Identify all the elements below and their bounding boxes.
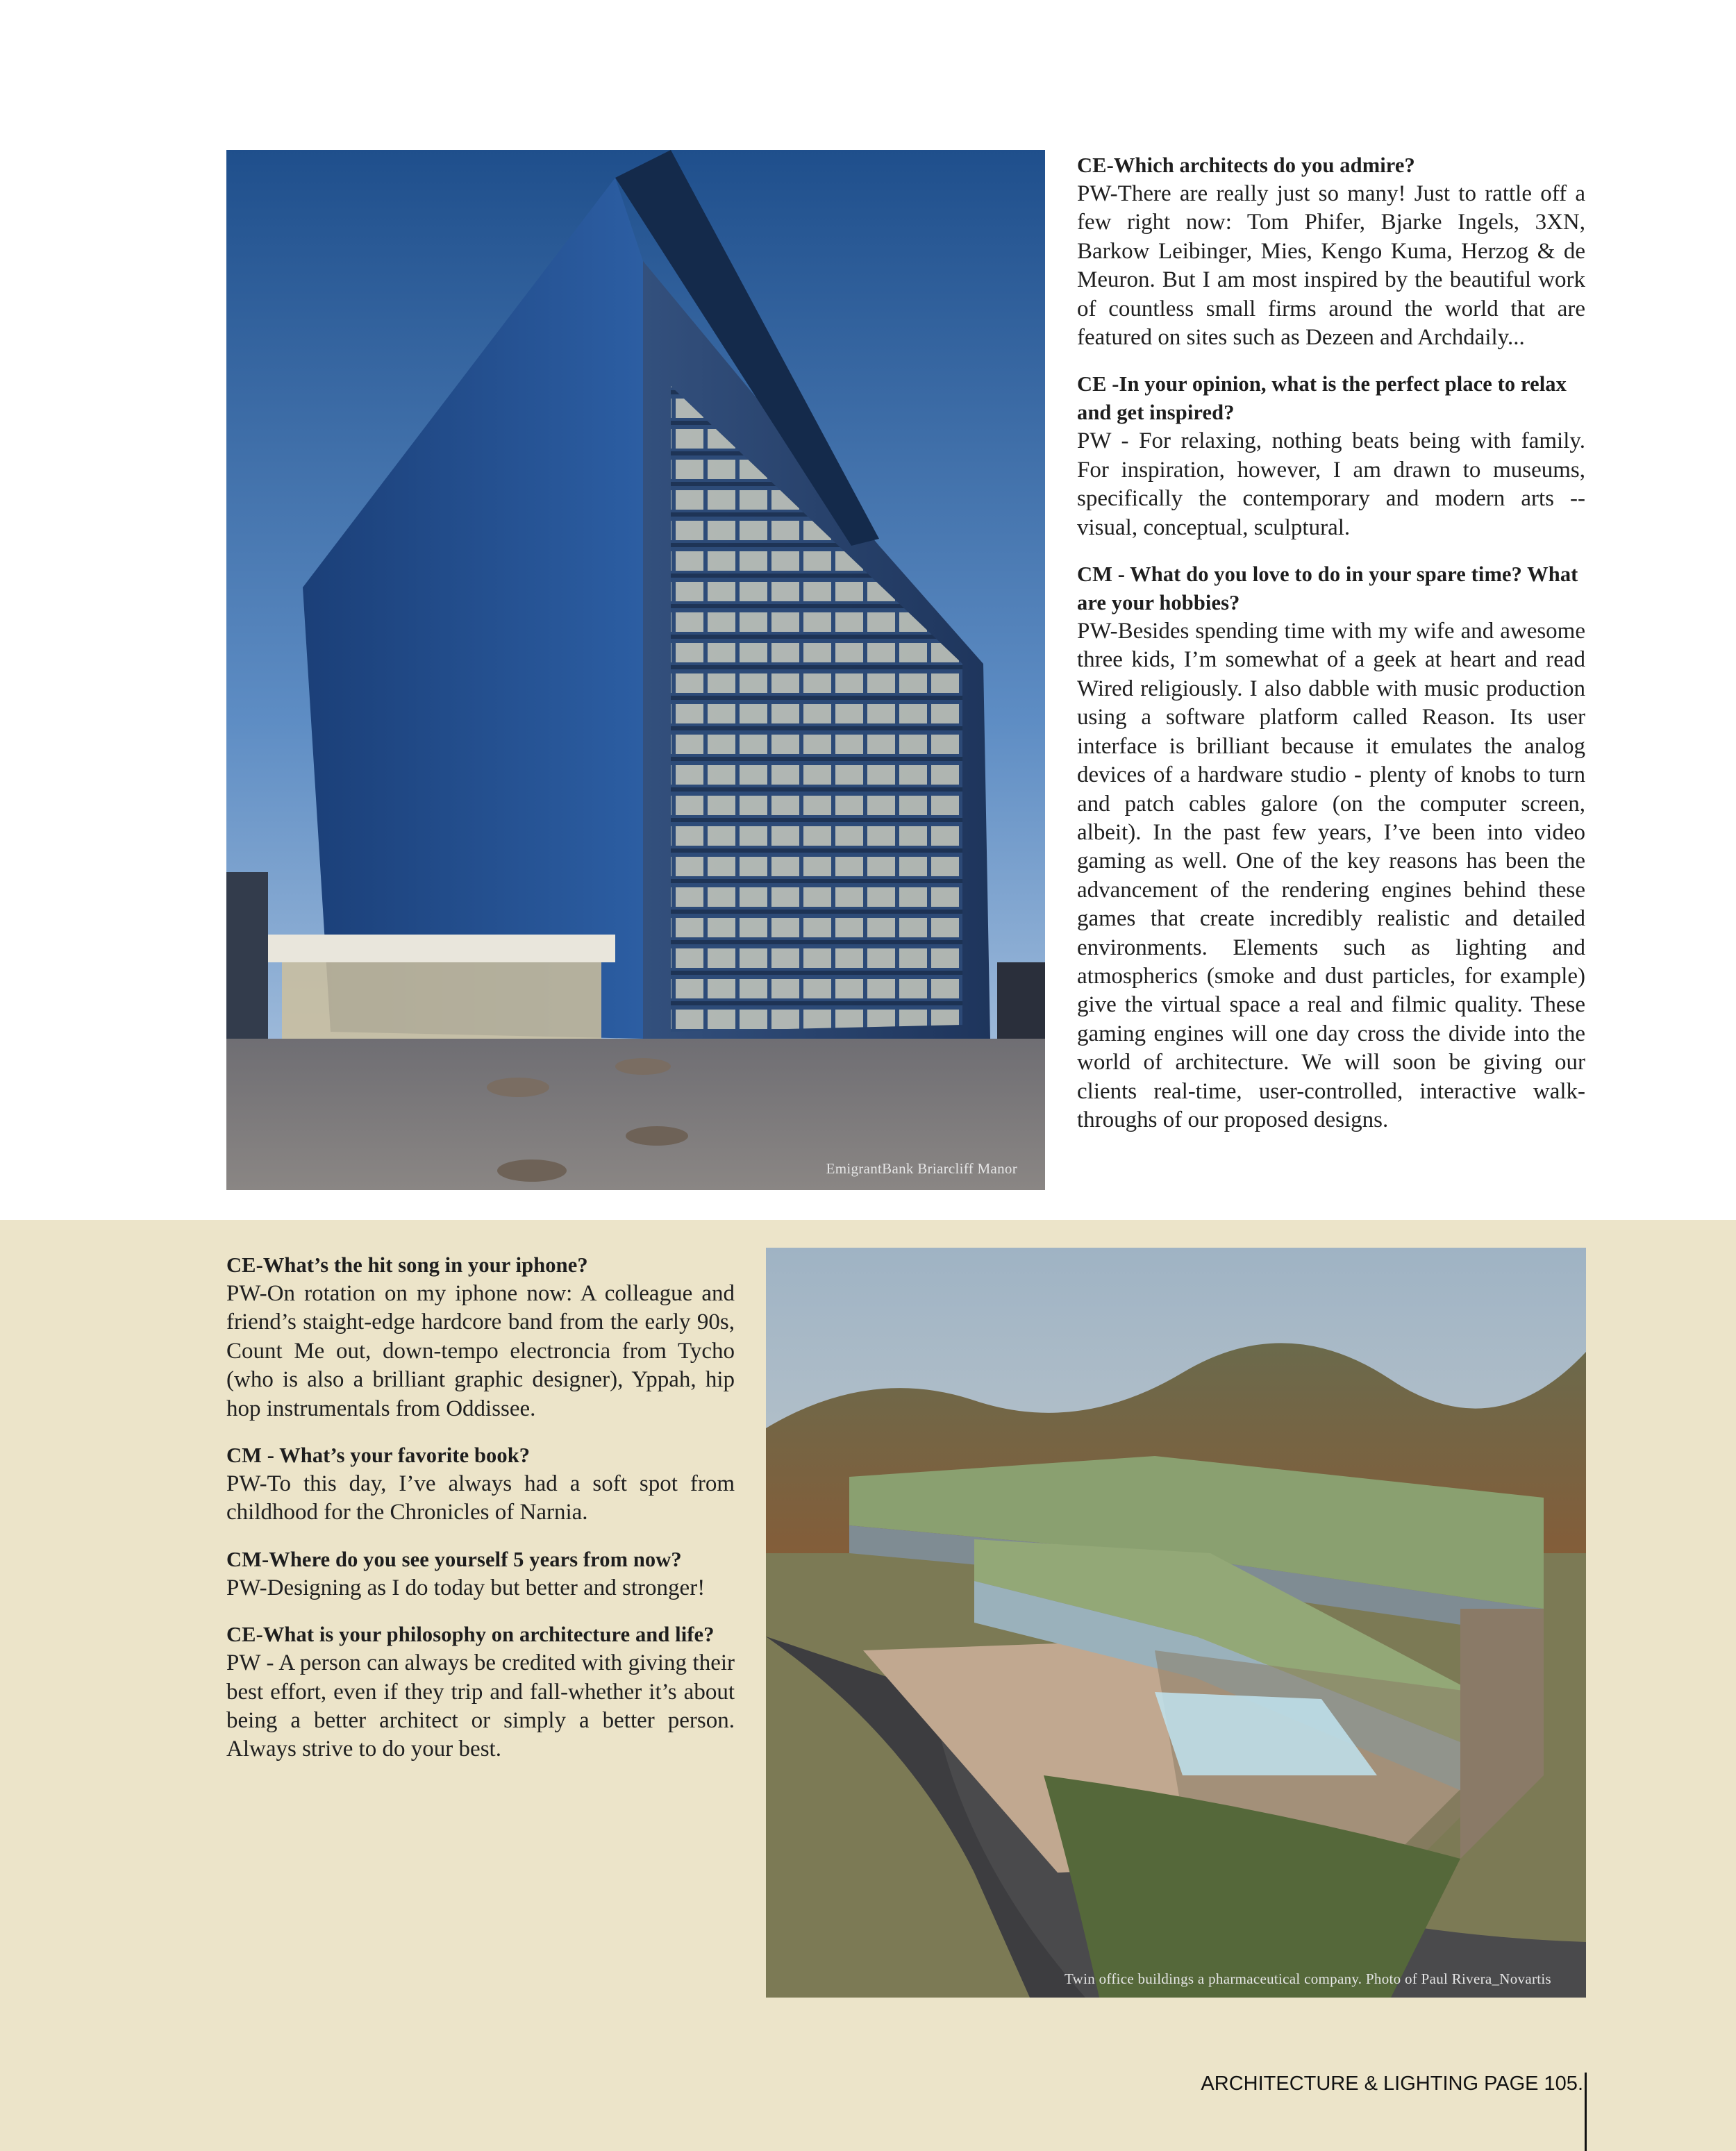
qa-block [1077,151,1585,352]
interview-answer: PW-Designing as I do today but better and stronger! [226,1575,706,1600]
photo-caption: EmigrantBank Briarcliff Manor [826,1160,1017,1177]
qa-block [1077,370,1585,542]
qa-block [226,1441,735,1528]
qa-block [226,1251,735,1423]
qa-block [226,1621,735,1764]
interview-answer: PW - For relaxing, nothing beats being with family. For inspiration, however, I am drawn to museums, specifically the contemporary and modern arts -- visual, conceptual, sculptural. [1077,428,1585,540]
interview-answer: PW-There are really just so many! Just to rattle off a few right now: Tom Phifer, Bjarke Ingels, 3XN, Barkow Leibinger, Mies, Kengo Kuma, Herzog & de Meuron. But I am most inspired by the beautiful work of countless small firms around the world that are featured on sites such as Dezeen and Archdaily... [1077,181,1585,351]
office-tower-photo [226,150,1045,1190]
interview-question: CE-What’s the hit song in your iphone? [226,1253,588,1277]
left-text-column [226,1251,735,1782]
green-roof-buildings-photo [766,1248,1586,1998]
interview-answer: PW-Besides spending time with my wife and awesome three kids, I’m somewhat of a geek at heart and read Wired religiously. I also dabble with music production using a software platform called Reason. Its user interface is brilliant because it emulates the analog devices of a hardware studio - plenty of knobs to turn and patch cables galore (on the computer screen, albeit). In the past few years, I’ve been into video gaming as well. One of the key reasons has been the advancement of the rendering engines behind these games that create incredibly realistic and detailed environments. Elements such as lighting and atmospherics (smoke and dust particles, for example) give the virtual space a real and filmic quality. These gaming engines will one day cross the divide into the world of architecture. We will soon be giving our clients real-time, user-controlled, interactive walk-throughs of our proposed designs. [1077,619,1585,1132]
qa-block [226,1546,735,1602]
right-text-column [1077,151,1585,1153]
qa-block [1077,560,1585,1135]
interview-question: CM - What do you love to do in your spare time? What are your hobbies? [1077,562,1578,615]
photo-caption: Twin office buildings a pharmaceutical company. Photo of Paul Rivera_Novartis [1064,1970,1551,1987]
interview-answer: PW-To this day, I’ve always had a soft spot from childhood for the Chronicles of Narnia. [226,1471,735,1525]
interview-question: CE-Which architects do you admire? [1077,153,1415,177]
interview-answer: PW - A person can always be credited with giving their best effort, even if they trip and fall-whether it’s about being a better architect or simply a better person. Always strive to do your best. [226,1650,735,1762]
interview-answer: PW-On rotation on my iphone now: A colleague and friend’s staight-edge hardcore band from the early 90s, Count Me out, down-tempo electroncia from Tycho (who is also a brilliant graphic designer), Yppah, hip hop instrumentals from Oddissee. [226,1281,735,1421]
footer-rule [1585,2073,1587,2151]
interview-question: CE-What is your philosophy on architecture and life? [226,1623,715,1647]
interview-question: CM - What’s your favorite book? [226,1443,531,1468]
interview-question: CM-Where do you see yourself 5 years from now? [226,1547,682,1571]
page-footer: ARCHITECTURE & LIGHTING PAGE 105. [1201,2073,1583,2095]
interview-question: CE -In your opinion, what is the perfect place to relax and get inspired? [1077,372,1567,425]
